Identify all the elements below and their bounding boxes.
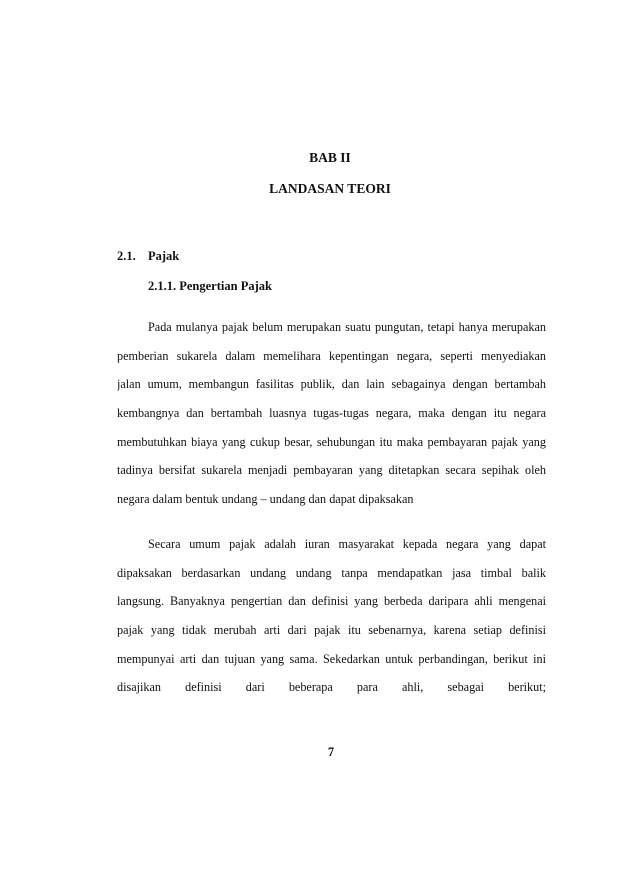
text-line: negara dalam bentuk undang – undang dan dapat dipaksakan bbox=[117, 492, 414, 507]
text-line: disajikan definisi dari beberapa para ahli, sebagai berikut; bbox=[117, 680, 546, 695]
text-line: Pada mulanya pajak belum merupakan suatu pungutan, tetapi hanya merupakan bbox=[148, 320, 546, 334]
section-title: Pajak bbox=[148, 249, 180, 263]
page-number: 7 bbox=[327, 745, 335, 759]
chapter-number: BAB II bbox=[309, 150, 351, 165]
text-line: membutuhkan biaya yang cukup besar, sehubungan itu maka pembayaran pajak yang bbox=[117, 434, 546, 449]
text-line: tadinya bersifat sukarela menjadi pembayaran yang ditetapkan secara sepihak oleh bbox=[117, 463, 546, 478]
text-line: dipaksakan berdasarkan undang undang tanpa mendapatkan jasa timbal balik bbox=[117, 565, 546, 580]
section-number: 2.1. bbox=[117, 249, 136, 263]
chapter-title: LANDASAN TEORI bbox=[269, 181, 391, 196]
text-line: Secara umum pajak adalah iuran masyarakat kepada negara yang dapat bbox=[148, 537, 546, 551]
paragraph-1 bbox=[117, 320, 546, 521]
text-line: jalan umum, membangun fasilitas publik, dan lain sebagainya dengan bertambah bbox=[117, 377, 546, 392]
subsection-title: 2.1.1. Pengertian Pajak bbox=[148, 279, 272, 293]
text-line: pajak yang tidak merubah arti dari pajak itu sebenarnya, karena setiap definisi bbox=[117, 623, 546, 638]
text-line: langsung. Banyaknya pengertian dan definisi yang berbeda daripara ahli mengenai bbox=[117, 594, 546, 609]
text-line: pemberian sukarela dalam memelihara kepentingan negara, seperti menyediakan bbox=[117, 348, 546, 363]
text-line: mempunyai arti dan tujuan yang sama. Sekedarkan untuk perbandingan, berikut ini bbox=[117, 651, 546, 666]
text-line: kembangnya dan bertambah luasnya tugas-tugas negara, maka dengan itu negara bbox=[117, 406, 546, 421]
paragraph-2 bbox=[117, 537, 546, 709]
